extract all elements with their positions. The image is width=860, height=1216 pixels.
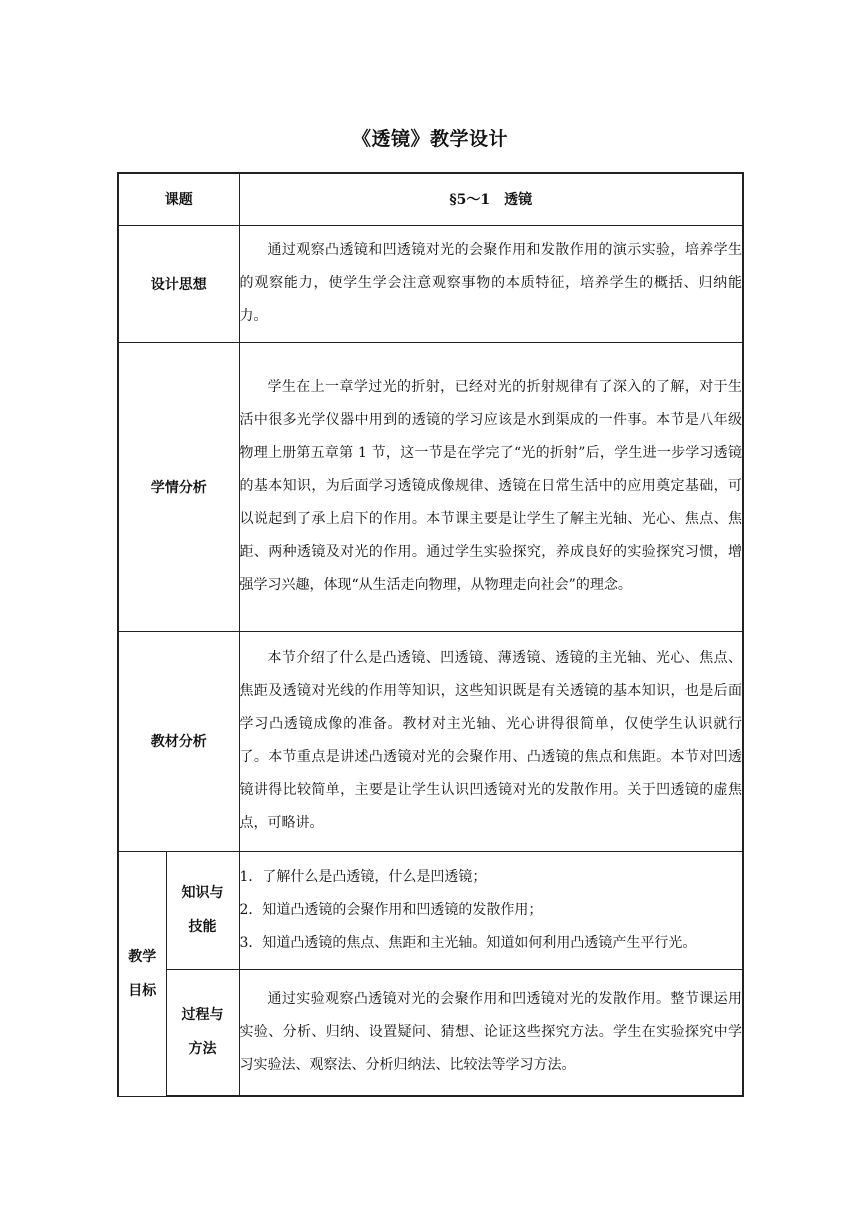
student-label: 学情分析 bbox=[150, 479, 207, 496]
student-label-cell bbox=[118, 342, 239, 631]
design-text: 通过观察凸透镜和凹透镜对光的会聚作用和发散作用的演示实验，培养学生的观察能力，使学生学会注意观察事物的本质特征，培养学生的概括、归纳能力。 bbox=[239, 242, 742, 324]
material-label: 教材分析 bbox=[150, 734, 207, 750]
goals-label-cell bbox=[118, 851, 166, 1096]
design-label-cell bbox=[118, 225, 239, 342]
student-text: 学生在上一章学过光的折射，已经对光的折射规律有了深入的了解，对于生活中很多光学仪器中用到的透镜的学习应该是水到渠成的一件事。本节是八年级物理上册第五章第 1 节，这一节是在学完了“光的折射”后，学生进一步学习透镜的基本知识，为后面学习透镜成像规律、透镜在日常生活中的应用奠定基础，可以说起到了承上启下的作用。本节课主要是让学生了解主光轴、光心、焦点、焦距、两种透镜及对光的作用。通过学生实验探究，养成良好的实验探究习惯，增强学习兴趣，体现“从生活走向物理，从物理走向社会”的理念。 bbox=[239, 379, 742, 593]
topic-label-cell bbox=[118, 173, 239, 225]
knowledge-content-cell bbox=[239, 851, 743, 969]
goals-label-line2: 目标 bbox=[128, 982, 157, 999]
row-student-analysis bbox=[118, 342, 743, 631]
knowledge-label-cell bbox=[166, 851, 239, 969]
process-label-line1: 过程与 bbox=[181, 1007, 224, 1024]
knowledge-item: 2．知道凸透镜的会聚作用和凹透镜的发散作用； bbox=[239, 901, 543, 918]
row-design-idea bbox=[118, 225, 743, 342]
topic-label: 课题 bbox=[164, 192, 193, 209]
material-content-cell bbox=[239, 631, 743, 851]
material-text: 本节介绍了什么是凸透镜、凹透镜、薄透镜、透镜的主光轴、光心、焦点、焦距及透镜对光线的作用等知识，这些知识既是有关透镜的基本知识，也是后面学习凸透镜成像的准备。教材对主光轴、光心讲得很简单，仅使学生认识就行了。本节重点是讲述凸透镜对光的会聚作用、凸透镜的焦点和焦距。本节对凹透镜讲得比较简单，主要是让学生认识凹透镜对光的发散作用。关于凹透镜的虚焦点，可略讲。 bbox=[239, 650, 742, 831]
row-topic bbox=[118, 173, 743, 225]
topic-value: §5～1 透镜 bbox=[449, 192, 533, 209]
knowledge-item: 1．了解什么是凸透镜，什么是凹透镜； bbox=[239, 868, 487, 885]
goals-label-line1: 教学 bbox=[128, 948, 157, 965]
design-label: 设计思想 bbox=[150, 276, 207, 293]
student-content-cell bbox=[239, 342, 743, 631]
knowledge-item: 3．知道凸透镜的焦点、焦距和主光轴。知道如何利用凸透镜产生平行光。 bbox=[239, 934, 697, 951]
row-material-analysis bbox=[118, 631, 743, 851]
knowledge-label-line2: 技能 bbox=[188, 919, 217, 935]
knowledge-label-line1: 知识与 bbox=[181, 885, 224, 901]
row-goals-knowledge bbox=[118, 851, 743, 969]
process-label-line2: 方法 bbox=[188, 1041, 217, 1058]
design-content-cell bbox=[239, 225, 743, 342]
document-title: 《透镜》教学设计 bbox=[351, 128, 508, 150]
material-label-cell bbox=[118, 631, 239, 851]
row-goals-process bbox=[118, 969, 743, 1096]
process-text: 通过实验观察凸透镜对光的会聚作用和凹透镜对光的发散作用。整节课运用实验、分析、归纳、设置疑问、猜想、论证这些探究方法。学生在实验探究中学习实验法、观察法、分析归纳法、比较法等学习方法。 bbox=[239, 990, 742, 1073]
lesson-plan-table bbox=[117, 172, 744, 1097]
process-content-cell bbox=[239, 969, 743, 1096]
process-label-cell bbox=[166, 969, 239, 1096]
topic-value-cell bbox=[239, 173, 743, 225]
